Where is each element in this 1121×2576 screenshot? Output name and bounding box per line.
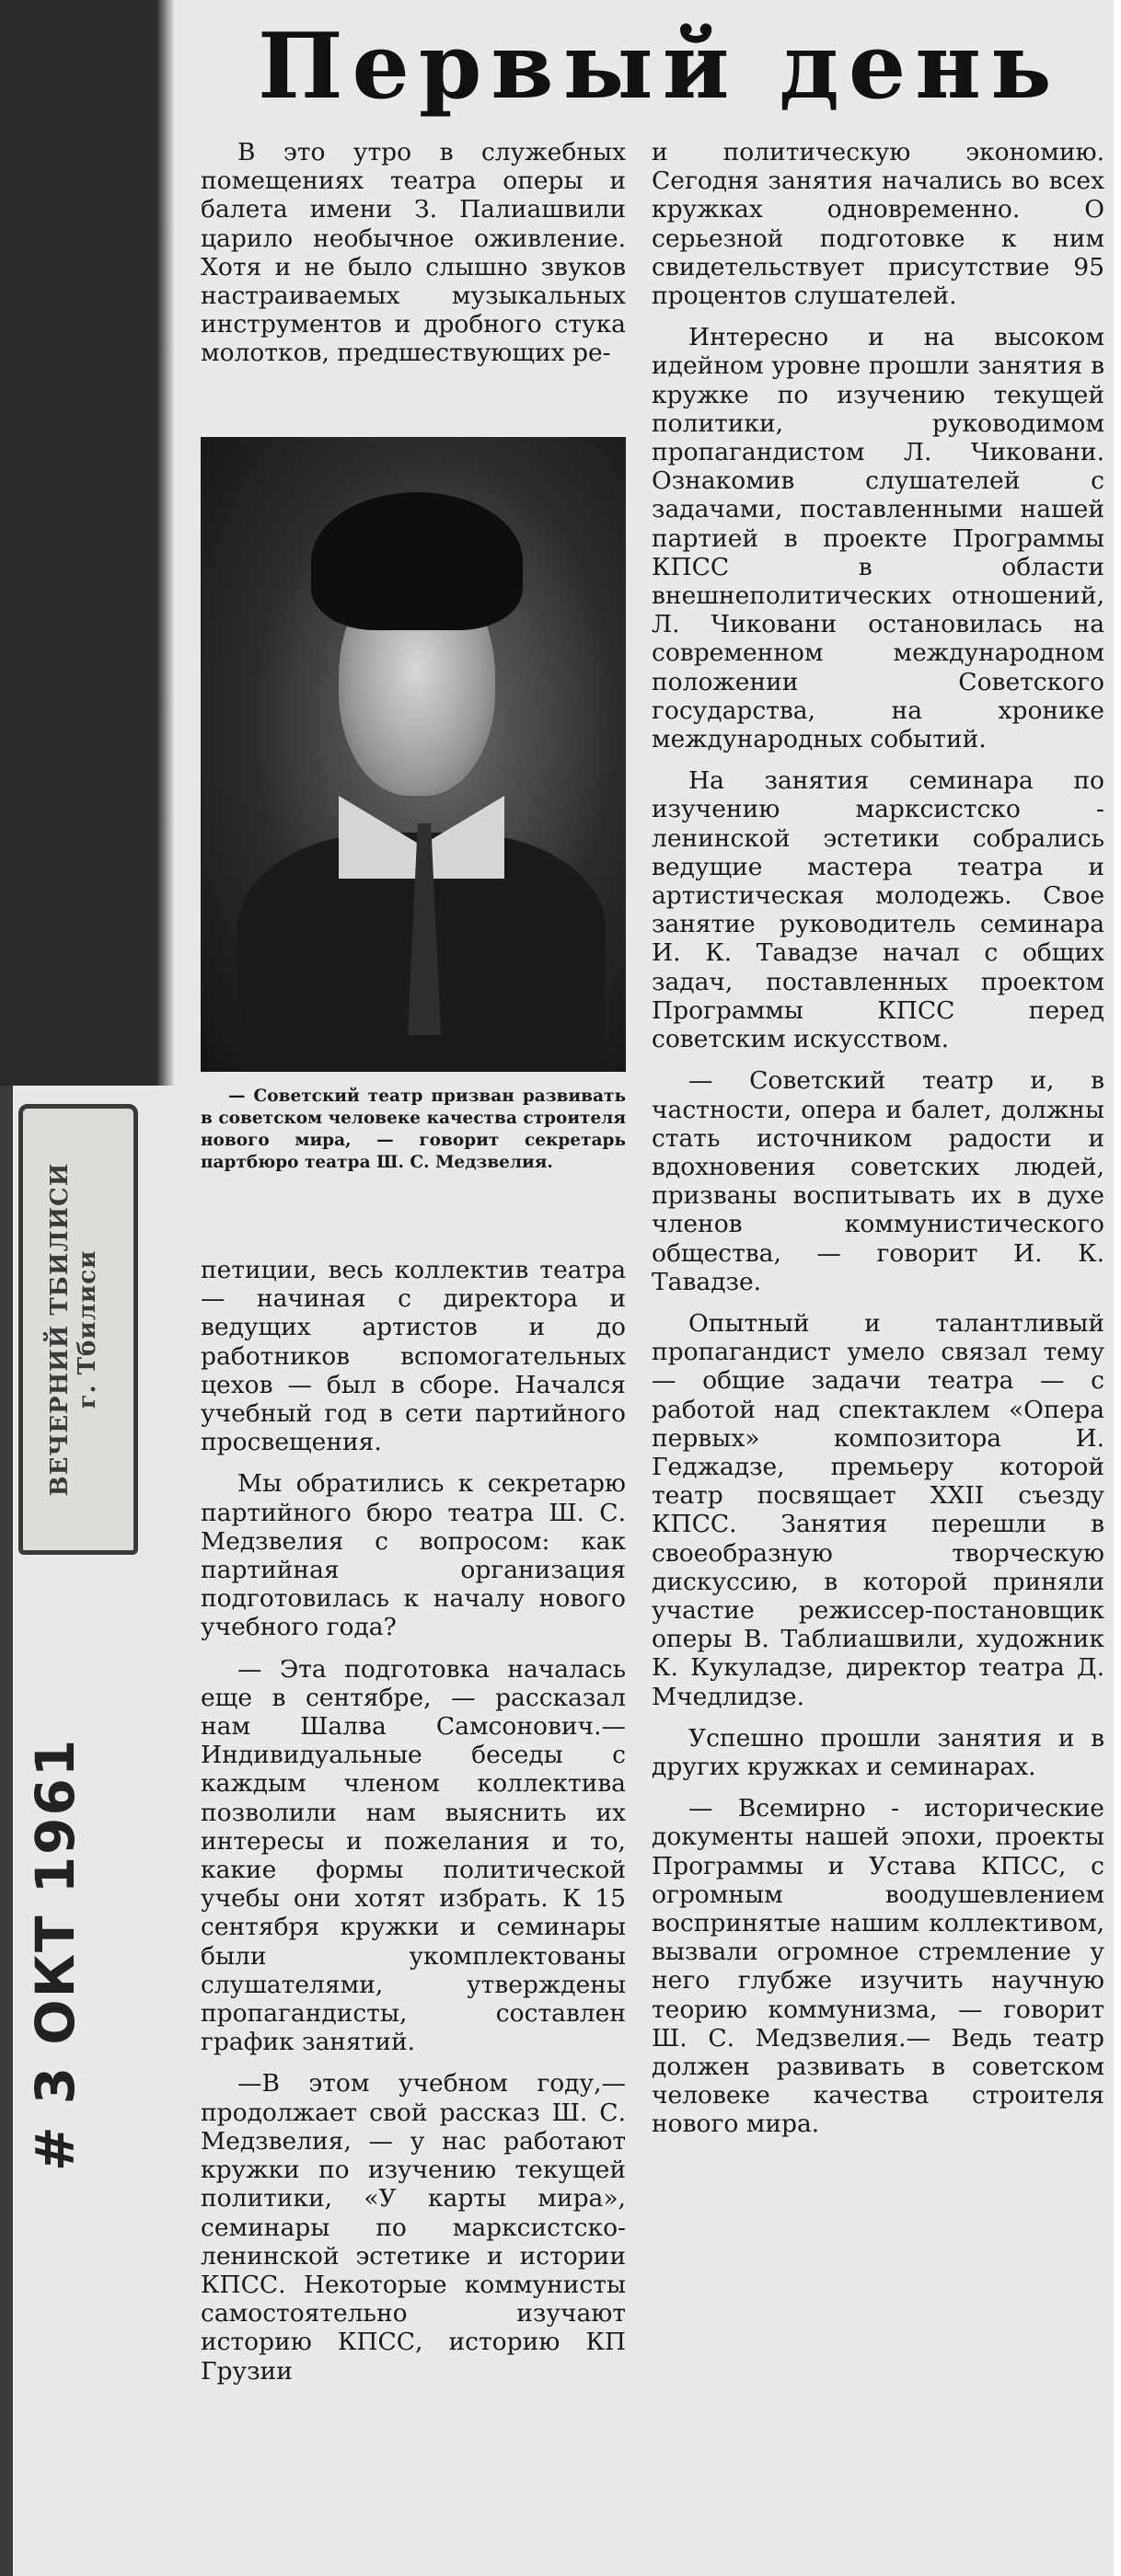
portrait-photo	[201, 437, 626, 1072]
paragraph: Успешно прошли занятия и в других кружках и семинарах.	[652, 1723, 1104, 1781]
photo-caption: — Советский театр призван развивать в советском человеке качества строителя нового мира, — говорит секретарь партбюро театра Ш. С. Медзвелия.	[201, 1087, 626, 1172]
paragraph: На занятия семинара по изучению марксистско - ленинской эстетики собрались ведущие мастера театра и артистическая молодежь. Свое занятие руководитель семинара И. К. Тавадзе начал с общих задач, поставленных проектом Программы КПСС перед советским искусством.	[652, 766, 1104, 1054]
paragraph: — Эта подготовка началась еще в сентябре, — рассказал нам Шалва Самсонович.—Индивидуальные беседы с каждым членом коллектива позволили нам выяснить их интересы и пожелания и то, какие формы политической учебы они хотят избрать. К 15 сентября кружки и семинары были укомплектованы слушателями, утверждены пропагандисты, составлен график занятий.	[201, 1654, 626, 2057]
paragraph: петиции, весь коллектив театра — начиная с директора и ведущих артистов и до работников вспомогательных цехов — был в сборе. Начался учебный год в сети партийного просвещения.	[201, 1256, 626, 1457]
paragraph: —В этом учебном году,— продолжает свой рассказ Ш. С. Медзвелия, — у нас работают кружки по изучению текущей политики, «У карты мира», семинары по марксистско-ленинской эстетике и истории КПСС. Некоторые коммунисты самостоятельно изучают историю КПСС, историю КП Грузии	[201, 2069, 626, 2386]
newspaper-stamp	[18, 1104, 138, 1555]
paragraph: В это утро в служебных помещениях театра оперы и балета имени З. Палиашвили царило необычное оживление. Хотя и не было слышно звуков настраиваемых музыкальных инструментов и дробного стука молотков, предшествующих ре-	[201, 138, 626, 368]
photo-hair	[311, 492, 523, 630]
paragraph: — Советский театр и, в частности, опера и балет, должны стать источником радости и вдохновения советских людей, призваны воспитывать их в духе членов коммунистического общества, — говорит И. К. Тавадзе.	[652, 1066, 1104, 1296]
paragraph: — Всемирно - исторические документы нашей эпохи, проекты Программы и Устава КПСС, с огромным воодушевлением воспринятые нашим коллективом, вызвали огромное стремление у него глубже изучить научную теорию коммунизма, — говорит Ш. С. Медзвелия.— Ведь театр должен развивать в советском человеке качества строителя нового мира.	[652, 1794, 1104, 2139]
paragraph: Мы обратились к секретарю партийного бюро театра Ш. С. Медзвелия с вопросом: как партийная организация подготовилась к началу нового учебного года?	[201, 1469, 626, 1642]
article-column-right	[652, 138, 1104, 2567]
paragraph: Интересно и на высоком идейном уровне прошли занятия в кружке по изучению текущей политики, руководимом пропагандистом Л. Чиковани. Ознакомив слушателей с задачами, поставленными нашей партией в проекте Программы КПСС в области внешнеполитических отношений, Л. Чиковани остановилась на современном международном положении Советского государства, на хронике международных событий.	[652, 323, 1104, 754]
dark-background-lower	[0, 1086, 13, 2576]
torn-edge	[156, 0, 175, 1086]
date-stamp: # 3 ОКТ 1961	[24, 1737, 87, 2171]
stamp-line-1: ВЕЧЕРНИЙ ТБИЛИСИ	[46, 1162, 74, 1497]
stamp-text	[46, 1109, 101, 1550]
article-column-left-top	[201, 138, 626, 446]
headline: Первый день	[258, 14, 1061, 120]
article-column-left-bottom	[201, 1256, 626, 2562]
paragraph: Опытный и талантливый пропагандист умело связал тему — общие задачи театра — с работой над спектаклем «Опера первых» композитора И. Геджадзе, премьеру которой театр посвящает XXII съезду КПСС. Занятия перешли в своеобразную творческую дискуссию, в которой приняли участие режиссер-постановщик оперы В. Таблиашвили, художник К. Кукуладзе, директор театра Д. Мчедлидзе.	[652, 1308, 1104, 1711]
paragraph: и политическую экономию. Сегодня занятия начались во всех кружках одновременно. О серьезной подготовке к ним свидетельствует присутствие 95 процентов слушателей.	[652, 138, 1104, 311]
stamp-line-2: г. Тбилиси	[74, 1249, 101, 1409]
